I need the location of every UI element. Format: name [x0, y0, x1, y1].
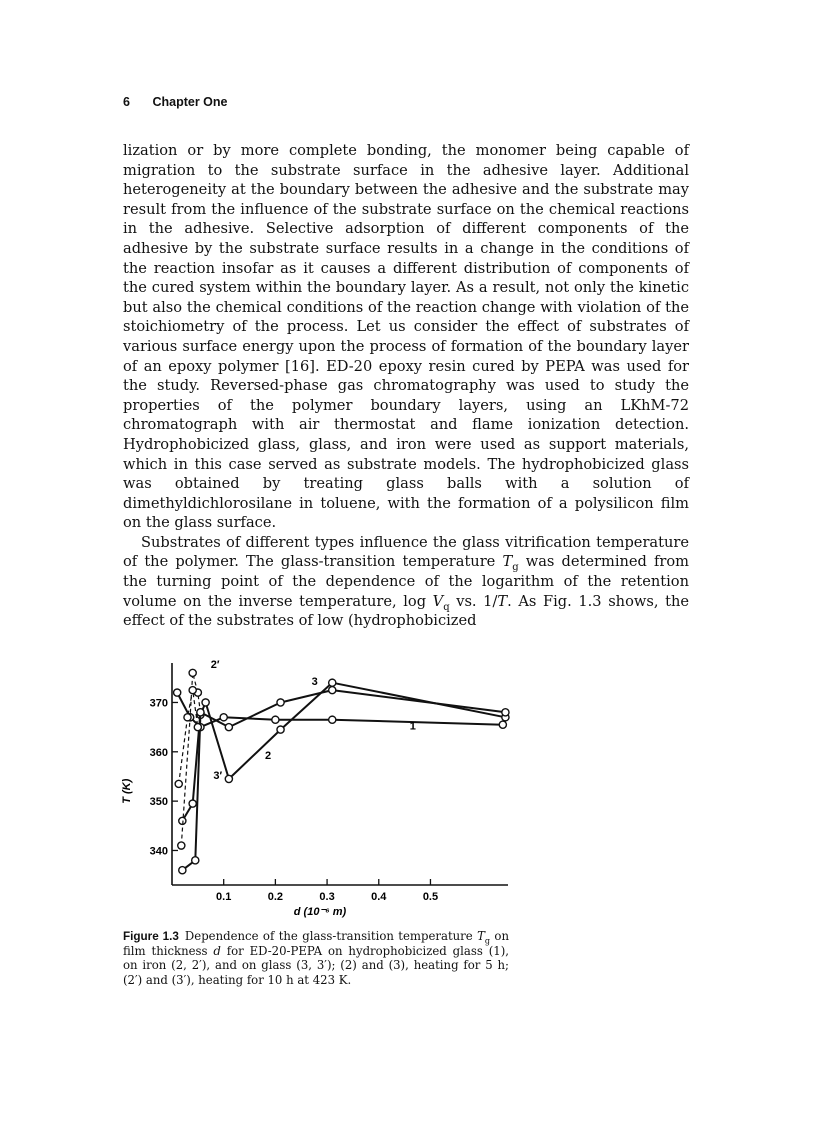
data-point [277, 699, 284, 706]
series-line-1 [177, 693, 503, 728]
paragraph-2 [123, 533, 689, 631]
x-axis-label: d (10⁻⁶ m) [293, 906, 347, 918]
data-point [329, 716, 336, 723]
y-axis-label: T (K) [121, 778, 133, 804]
curve-label: 3 [311, 676, 318, 689]
data-point [197, 709, 204, 716]
data-point [192, 857, 199, 864]
x-tick-label: 0.2 [267, 891, 284, 903]
v-subscript: q [443, 601, 450, 613]
body-text [123, 141, 689, 631]
data-point [220, 714, 227, 721]
t-symbol: T [497, 592, 508, 610]
data-point [175, 780, 182, 787]
y-tick-label: 370 [149, 697, 168, 710]
tg-subscript: g [512, 562, 519, 574]
data-point [202, 699, 209, 706]
p2-part-a: Substrates of different types influence the glass vitrification temperature of the polymer. The glass-transition temperature [123, 533, 689, 571]
y-tick-label: 360 [149, 746, 168, 759]
y-tick-label: 340 [149, 845, 168, 858]
caption-tg-sub: g [484, 936, 491, 946]
x-tick-label: 0.5 [422, 891, 439, 903]
data-point [225, 775, 232, 782]
caption-part-a: Dependence of the glass-transition temperature [184, 929, 478, 943]
tg-chart [110, 655, 520, 920]
p2-part-d: . As Fig. 1.3 shows, the effect of the substrates of low (hydrophobicized [123, 592, 689, 630]
curve-label: 2 [265, 750, 272, 763]
figure-caption [123, 929, 509, 987]
data-point [189, 669, 196, 676]
data-point [277, 726, 284, 733]
y-tick-label: 350 [149, 796, 168, 809]
page-number: 6 [123, 95, 130, 109]
tg-symbol: T [502, 553, 513, 571]
caption-part-b: on film thickness [123, 929, 509, 959]
curve-label: 2′ [210, 658, 220, 671]
chapter-title: Chapter One [152, 95, 228, 109]
data-point [499, 721, 506, 728]
caption-d: d [213, 944, 221, 959]
p2-part-b: was determined from the turning point of the dependence of the logarithm of the retention volume on the inverse temperature, log [123, 553, 689, 610]
v-symbol: V [432, 592, 444, 610]
data-point [329, 679, 336, 686]
figure-label: Figure 1.3 [123, 930, 179, 943]
curve-label: 3′ [213, 769, 223, 782]
paragraph-1: lization or by more complete bonding, the monomer being capable of migration to the substrate surface in the adhesive layer. Additional heterogeneity at the boundary between the adhesive and the substrate may result from the influence of the substrate surface on the chemical reactions in the adhesive. Selective adsorption of different components of the adhesive by the substrate surface results in a change in the conditions of the reaction insofar as it causes a different distribution of components of the cured system within the boundary layer. As a result, not only the kinetic but also the chemical conditions of the reaction change with violation of the stoichiometry of the process. Let us consider the effect of substrates of various surface energy upon the process of formation of the boundary layer of an epoxy polymer [16]. ED-20 epoxy resin cured by PEPA was used for the study. Reversed-phase gas chromatography was used to study the properties of the polymer boundary layers, using an LKhM-72 chromatograph with air thermostat and flame ionization detection. Hydrophobicized glass, glass, and iron were used as support materials, which in this case served as substrate models. The hydrophobicized glass was obtained by treating glass balls with a solution of dimethyldichlorosilane in toluene, with the formation of a polysilicon film on the glass surface. [123, 142, 689, 532]
caption-part-c: for ED-20-PEPA on hydrophobicized glass (1), on iron (2, 2′), and on glass (3, 3′); (2) and (3), heating for 5 h; (2′) and (3′), heating for 10 h at 423 K. [123, 944, 509, 987]
x-tick-label: 0.4 [371, 891, 387, 903]
data-point [189, 687, 196, 694]
data-point [184, 714, 191, 721]
p2-part-c: vs. 1/ [449, 592, 498, 610]
data-point [272, 716, 279, 723]
figure-1-3 [110, 655, 520, 920]
series-line-3 [182, 690, 505, 821]
data-point [189, 800, 196, 807]
caption-tg: T [477, 929, 485, 943]
data-point [502, 709, 509, 716]
x-tick-label: 0.3 [319, 891, 335, 903]
page-header [123, 95, 228, 109]
data-point [225, 724, 232, 731]
data-point [329, 687, 336, 694]
curve-label: 1 [409, 720, 416, 733]
data-point [194, 724, 201, 731]
data-point [174, 689, 181, 696]
data-point [179, 867, 186, 874]
x-tick-label: 0.1 [216, 891, 232, 903]
data-point [178, 842, 185, 849]
